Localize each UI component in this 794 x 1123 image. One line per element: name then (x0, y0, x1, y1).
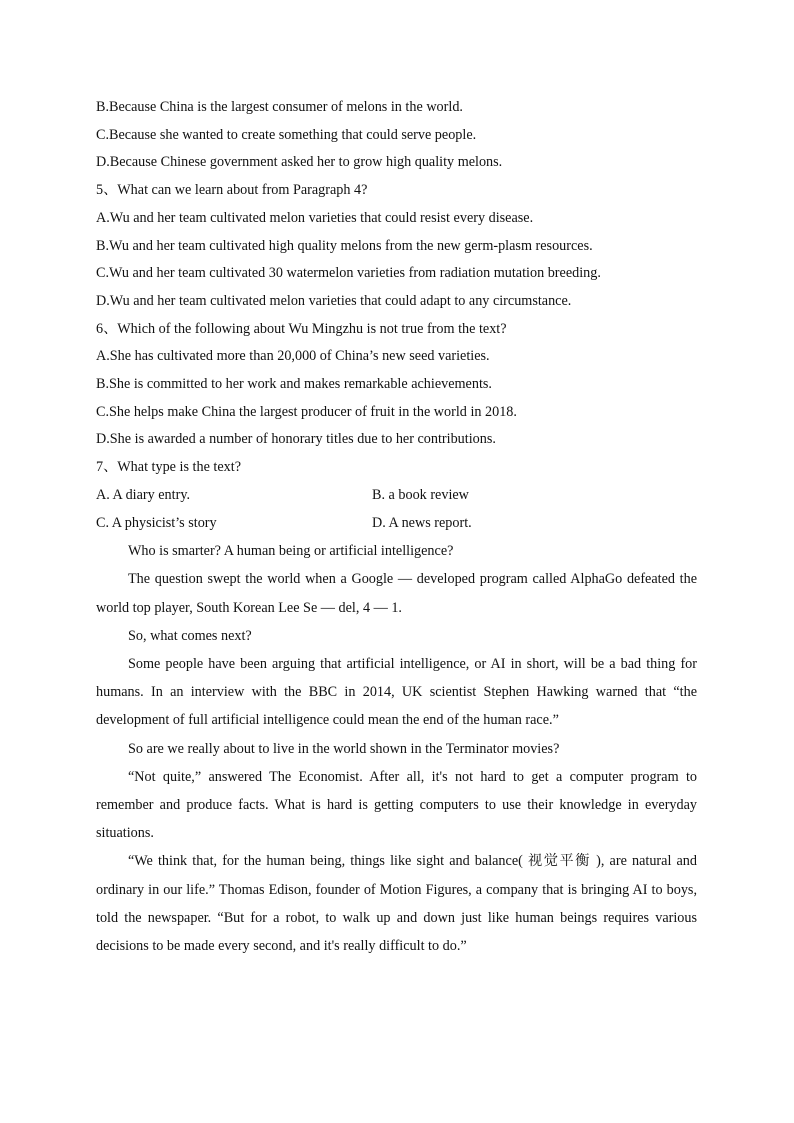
question-6 (96, 316, 697, 455)
passage-paragraph-1: Who is smarter? A human being or artificial intelligence? (128, 543, 454, 560)
passage-paragraph-3: So, what comes next? (128, 627, 252, 644)
q5-question: 5、What can we learn about from Paragraph 4? (96, 182, 368, 199)
q6-option-c: C.She helps make China the largest producer of fruit in the world in 2018. (96, 403, 517, 420)
q5-option-c: C.Wu and her team cultivated 30 watermelon varieties from radiation mutation breeding. (96, 265, 601, 282)
passage-paragraph-4: Some people have been arguing that artificial intelligence, or AI in short, will be a bad thing for humans. In an interview with the BBC in 2014, UK scientist Stephen Hawking warned that “the development of full artificial intelligence could mean the end of the human race.” (96, 656, 697, 729)
question-4-options (96, 94, 697, 177)
q7-option-b: B. a book review (372, 486, 469, 503)
q7-options-row-1 (96, 482, 697, 510)
q5-option-b: B.Wu and her team cultivated high quality melons from the new germ-plasm resources. (96, 237, 593, 254)
q4-option-c: C.Because she wanted to create something that could serve people. (96, 126, 477, 143)
q4-option-b: B.Because China is the largest consumer of melons in the world. (96, 99, 463, 115)
passage-paragraph-2: The question swept the world when a Google — developed program called AlphaGo defeated the world top player, South Korean Lee Se — del, 4 — 1. (96, 571, 697, 616)
reading-passage (96, 537, 697, 960)
q6-option-a: A.She has cultivated more than 20,000 of China’s new seed varieties. (96, 348, 490, 365)
q7-options-row-2 (96, 510, 697, 538)
q6-option-b: B.She is committed to her work and makes remarkable achievements. (96, 376, 492, 393)
q7-question: 7、What type is the text? (96, 459, 241, 476)
q7-option-c: C. A physicist’s story (96, 514, 217, 531)
q6-question: 6、Which of the following about Wu Mingzhu is not true from the text? (96, 320, 507, 337)
q4-option-d: D.Because Chinese government asked her to grow high quality melons. (96, 154, 503, 171)
question-7 (96, 454, 697, 537)
q6-option-d: D.She is awarded a number of honorary titles due to her contributions. (96, 431, 496, 448)
passage-paragraph-7: “We think that, for the human being, things like sight and balance( 视觉平衡 ), are natural and ordinary in our life.” Thomas Edison, founder of Motion Figures, a company that is bringing AI to boys, told the newspaper. “But for a robot, to walk up and down just like human beings requires various decisions to be made every second, and it's really difficult to do.” (96, 853, 697, 955)
q7-option-a: A. A diary entry. (96, 486, 191, 503)
q5-option-d: D.Wu and her team cultivated melon varieties that could adapt to any circumstance. (96, 292, 572, 309)
passage-paragraph-6: “Not quite,” answered The Economist. After all, it's not hard to get a computer program to remember and produce facts. What is hard is getting computers to use their knowledge in everyday situations. (96, 768, 697, 842)
q5-option-a: A.Wu and her team cultivated melon varieties that could resist every disease. (96, 209, 534, 226)
question-5 (96, 177, 697, 316)
q7-option-d: D. A news report. (372, 514, 472, 531)
passage-paragraph-5: So are we really about to live in the world shown in the Terminator movies? (128, 740, 560, 757)
